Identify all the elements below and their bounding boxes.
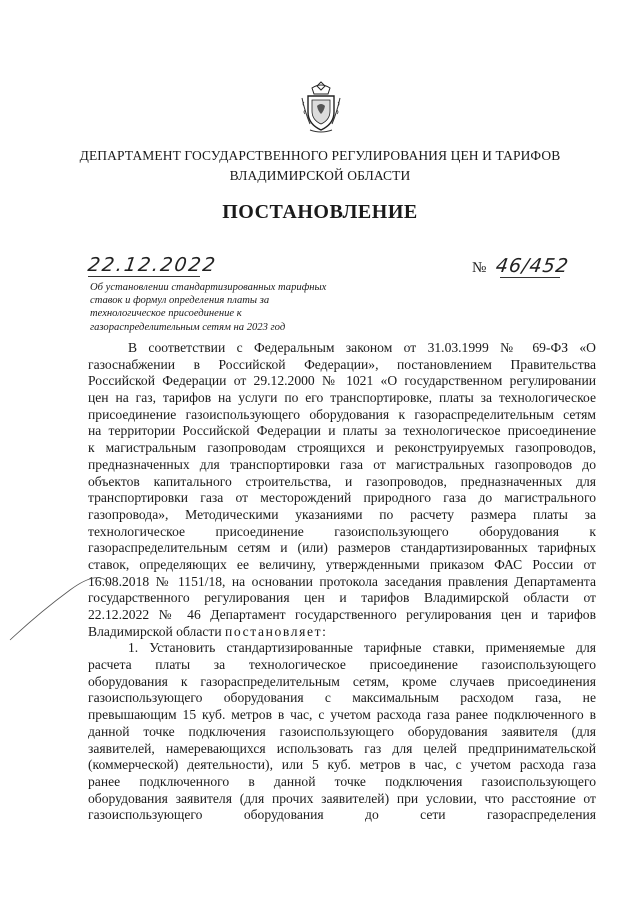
body-line: 22.12.2022 № 46 Департамент государственного регулирования цен и тарифов <box>88 607 596 622</box>
body-line: газопровода», Методическими указаниями по расчету размера платы за <box>88 506 596 522</box>
body-line: газораспределительным сетям и (или) размеров стандартизированных тарифных <box>88 540 596 556</box>
body-line: газоснабжении в Российской Федерации», постановлением Правительства <box>88 356 596 372</box>
item-line: газоиспользующего оборудования с максимальным расходом газа, не <box>88 690 596 706</box>
body-line: цен на газ, тарифов на услуги по его транспортировке, платы за технологическое <box>88 390 596 406</box>
resolve-prefix: Владимирской области <box>88 623 222 639</box>
body-line: В соответствии с Федеральным законом от 31.03.1999 № 69-ФЗ «О <box>128 340 596 355</box>
item-line: превышающим 15 куб. метров в час, с учетом расхода газа ранее подключенного в <box>88 707 596 723</box>
body-line: предназначенных для транспортировки газа от магистральных газопроводов до <box>88 456 596 472</box>
body-line: Российской Федерации от 29.12.2000 № 1021 «О государственном регулировании <box>88 373 596 389</box>
document-title: ПОСТАНОВЛЕНИЕ <box>222 201 418 223</box>
item-line: ранее подключенного в данной точке подключения газоиспользующего <box>88 773 596 789</box>
body-line: к магистральным газопроводам строящихся и реконструируемых газопроводов, <box>88 440 596 456</box>
department-name-line2: ВЛАДИМИРСКОЙ ОБЛАСТИ <box>229 168 411 183</box>
item-line: оборудования к газораспределительным сетям, кроме случаев присоединения <box>88 673 596 689</box>
item-line: заявителей, намеревающихся использовать газ для целей предпринимательской <box>88 740 596 756</box>
body-line: транспортировки газа от месторождений природного газа до магистрального <box>88 490 596 506</box>
subject-line: Об установлении стандартизированных тарифных <box>90 282 327 293</box>
subject-line: ставок и формул определения платы за <box>90 295 270 307</box>
body-line: на территории Российской Федерации и платы за технологическое присоединение <box>88 423 596 439</box>
document-subject <box>90 281 340 334</box>
number-underline <box>500 277 560 278</box>
item-line: данной точке подключения газоиспользующего оборудования заявителя (для <box>88 723 596 739</box>
item-line: расчета платы за технологическое присоединение газоиспользующего <box>88 657 596 673</box>
body-line: присоединение газоиспользующего оборудования к газораспределительным сетям <box>88 406 596 422</box>
date-handwritten: 22.12.2022 <box>86 254 219 276</box>
resolve-word: постановляет: <box>225 623 328 639</box>
document-number <box>472 255 569 277</box>
item-line: 1. Установить стандартизированные тарифные ставки, применяемые для <box>128 640 596 656</box>
item-line: газоиспользующего оборудования до сети газораспределения <box>88 807 596 823</box>
subject-line: технологическое присоединение к <box>90 308 242 320</box>
coat-of-arms-icon <box>300 78 342 136</box>
department-name-line1: ДЕПАРТАМЕНТ ГОСУДАРСТВЕННОГО РЕГУЛИРОВАНИЯ ЦЕН И ТАРИФОВ <box>79 148 561 163</box>
document-body <box>88 340 596 824</box>
resolve-line <box>88 624 596 641</box>
body-line: объектов капитального строительства, и газопроводов, предназначенных для <box>88 473 596 489</box>
item-line: (коммерческой) деятельности), или 5 куб. метров в час, с учетом расхода газа <box>88 757 596 773</box>
number-handwritten: 46/452 <box>494 255 571 277</box>
body-line: 16.08.2018 № 1151/18, на основании протокола заседания правления Департамента <box>88 573 596 589</box>
item-line: оборудования заявителя (для прочих заявителей) при условии, что расстояние от <box>88 790 596 806</box>
body-line: ставок, определяющих ее величину, утвержденными приказом ФАС России от <box>88 556 596 572</box>
subject-line: газораспределительным сетям на 2023 год <box>90 321 286 333</box>
document-date <box>88 254 288 276</box>
body-line: государственного регулирования цен и тарифов Владимирской области от <box>88 590 596 606</box>
body-line: технологическое присоединение газоиспользующего оборудования к <box>88 523 596 539</box>
number-sign: № <box>472 260 487 276</box>
date-underline <box>88 276 200 277</box>
